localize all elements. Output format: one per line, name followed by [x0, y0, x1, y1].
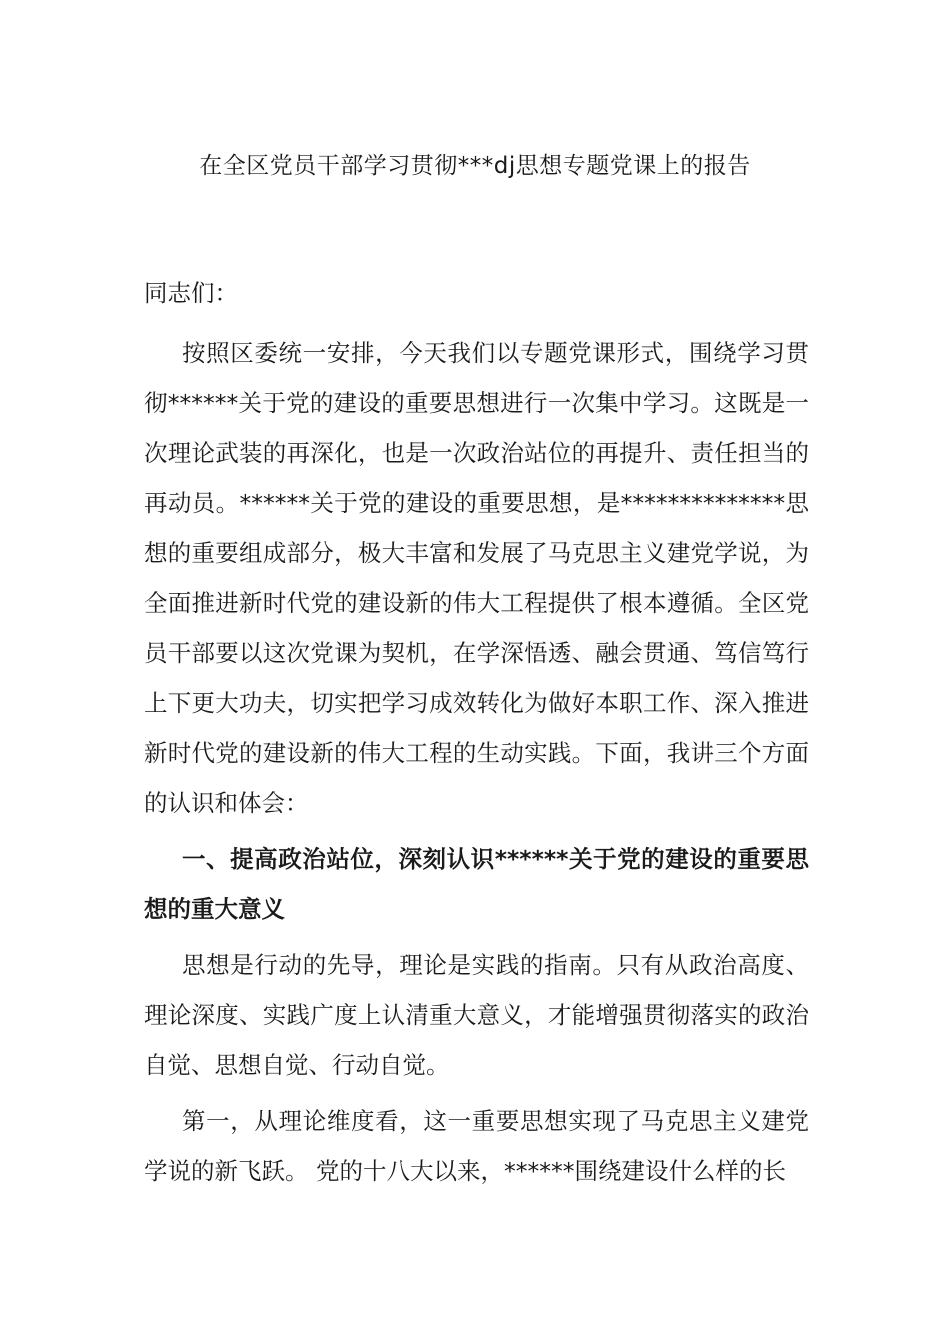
paragraph-intro: 按照区委统一安排，今天我们以专题党课形式，围绕学习贯彻******关于党的建设的重要思想进行一次集中学习。这既是一次理论武装的再深化，也是一次政治站位的再提升、责任担当的再动员。******关于党的建设的重要思想，是**************思想的重要组成部分，极大丰富和发展了马克思主义建党学说，为全面推进新时代党的建设新的伟大工程提供了根本遵循。全区党员干部要以这次党课为契机，在学深悟透、融会贯通、笃信笃行上下更大功夫，切实把学习成效转化为做好本职工作、深入推进新时代党的建设新的伟大工程的生动实践。下面，我讲三个方面的认识和体会： — [144, 339, 809, 817]
section-heading-1: 一、提高政治站位，深刻认识******关于党的建设的重要思想的重大意义 — [144, 845, 809, 923]
paragraph-significance: 思想是行动的先导，理论是实践的指南。只有从政治高度、理论深度、实践广度上认清重大意义，才能增强贯彻落实的政治自觉、思想自觉、行动自觉。 — [144, 951, 809, 1079]
document-title: 在全区党员干部学习贯彻***dj思想专题党课上的报告 — [199, 153, 751, 179]
salutation: 同志们： — [144, 279, 238, 307]
paragraph-theory: 第一，从理论维度看，这一重要思想实现了马克思主义建党学说的新飞跃。 党的十八大以来，******围绕建设什么样的长 — [144, 1107, 809, 1185]
document-body — [144, 268, 809, 1202]
